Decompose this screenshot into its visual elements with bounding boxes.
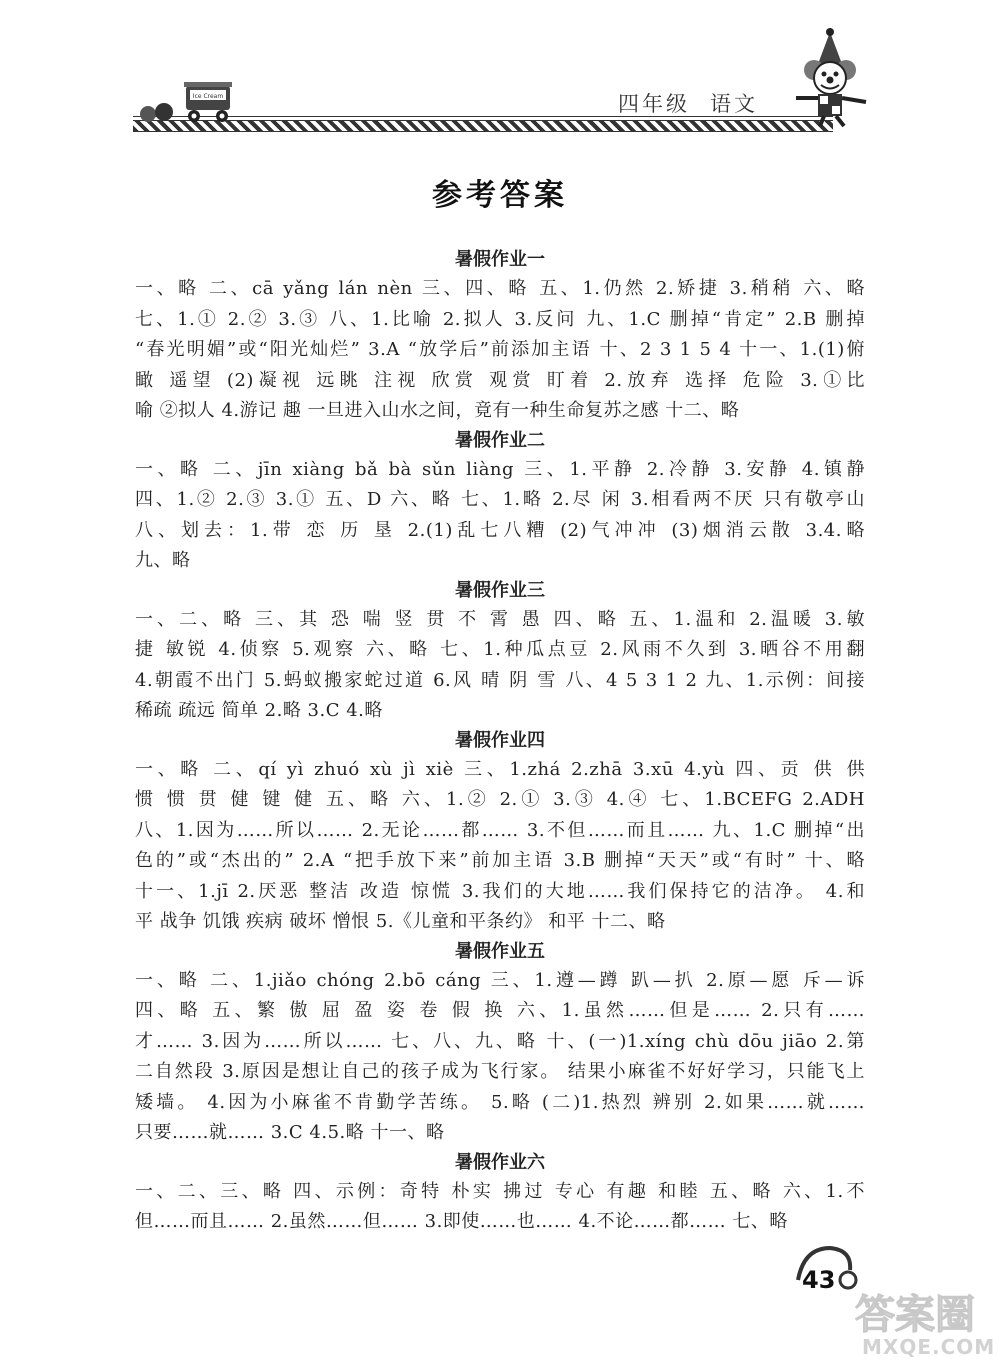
clown-icon: [790, 28, 870, 128]
answer-line: “春光明媚”或“阳光灿烂” 3.A “放学后”前添加主语 十、2 3 1 5 4 十一、1.(1)俯: [135, 339, 865, 360]
section-title: 暑假作业五: [455, 940, 545, 962]
answer-line: 四、1.② 2.③ 3.① 五、D 六、略 七、1.略 2.尽 闲 3.相看两不厌 只有敬亭山: [135, 489, 865, 510]
answer-line: 二自然段 3.原因是想让自己的孩子成为飞行家。 结果小麻雀不好好学习，只能飞上: [135, 1061, 865, 1082]
header-decorative-rule: [133, 120, 833, 132]
section-title: 暑假作业六: [455, 1151, 545, 1173]
answer-line: 稀疏 疏远 简单 2.略 3.C 4.略: [135, 700, 383, 721]
answer-line: 一、略 二、jīn xiàng bǎ bà sǔn liàng 三、1.平静 2.冷静 3.安静 4.镇静: [135, 458, 865, 480]
answer-line: 但……而且…… 2.虽然……但…… 3.即使……也…… 4.不论……都…… 七、略: [135, 1211, 788, 1232]
section-title: 暑假作业三: [455, 579, 545, 601]
ice-cream-cart-icon: [138, 74, 238, 124]
page-number: 43: [802, 1266, 836, 1294]
answer-line: 七、1.① 2.② 3.③ 八、1.比喻 2.拟人 3.反问 九、1.C 删掉“肯定” 2.B 删掉: [135, 308, 865, 330]
section-title: 暑假作业二: [455, 429, 545, 451]
watermark-logo: [855, 1290, 995, 1338]
answer-line: 惯 惯 贯 健 键 健 五、略 六、1.② 2.① 3.③ 4.④ 七、1.BCEFG 2.ADH: [135, 789, 865, 810]
page-number-badge: [790, 1240, 860, 1300]
page-header: [0, 0, 1000, 150]
watermark-cn: 答案圈: [855, 1292, 975, 1338]
answer-line: 色的”或“杰出的” 2.A “把手放下来”前加主语 3.B 删掉“天天”或“有时” 十、略: [135, 850, 865, 871]
answer-line: 捷 敏锐 4.侦察 5.观察 六、略 七、1.种瓜点豆 2.风雨不久到 3.晒谷不用翻: [135, 639, 865, 660]
answer-line: 八、划去：1.带 恋 历 垦 2.(1)乱七八糟 (2)气冲冲 (3)烟消云散 3.4.略: [135, 519, 865, 541]
cart-sign-text: Ice Cream: [192, 93, 224, 100]
answer-line: 一、二、略 三、其 恐 喘 竖 贯 不 霄 愚 四、略 五、1.温和 2.温暖 3.敏: [135, 608, 865, 630]
header-grade: 四年级: [618, 92, 690, 116]
section-title: 暑假作业四: [455, 729, 545, 751]
page-title: 参考答案: [432, 178, 568, 213]
answer-line: 九、略: [135, 550, 191, 571]
answer-line: 平 战争 饥饿 疾病 破坏 憎恨 5.《儿童和平条约》 和平 十二、略: [135, 911, 666, 932]
answer-line: 八、1.因为……所以…… 2.无论……都…… 3.不但……而且…… 九、1.C 删掉“出: [135, 819, 865, 841]
header-subject: 语文: [710, 92, 758, 116]
header-grade-subject: [618, 88, 778, 118]
answer-line: 一、二、三、略 四、示例：奇特 朴实 拂过 专心 有趣 和睦 五、略 六、1.不: [135, 1180, 865, 1202]
answer-line: 4.朝霞不出门 5.蚂蚁搬家蛇过道 6.风 晴 阴 雪 八、4 5 3 1 2 九、1.示例：间接: [135, 669, 865, 691]
answer-line: 瞰 遥望 (2)凝视 远眺 注视 欣赏 观赏 盯着 2.放弃 选择 危险 3.①比: [135, 369, 865, 391]
answer-line: 一、略 二、cā yǎng lán nèn 三、四、略 五、1.仍然 2.矫捷 3.稍稍 六、略: [135, 278, 865, 299]
answer-line: 喻 ②拟人 4.游记 趣 一旦进入山水之间，竟有一种生命复苏之感 十二、略: [135, 400, 740, 421]
answer-line: 十一、1.jī 2.厌恶 整洁 改造 惊慌 3.我们的大地……我们保持它的洁净。 4.和: [135, 880, 865, 902]
answer-line: 一、略 二、1.jiǎo chóng 2.bō cáng 三、1.遵—蹲 趴—扒 2.原—愿 斥—诉: [135, 969, 865, 991]
answer-content: [135, 246, 865, 1238]
answer-line: 矮墙。 4.因为小麻雀不肯勤学苦练。 5.略 (二)1.热烈 辨别 2.如果……就……: [135, 1091, 865, 1113]
answer-line: 才…… 3.因为……所以…… 七、八、九、略 十、(一)1.xíng chù dōu jiāo 2.第: [135, 1030, 865, 1052]
watermark-url: MXQE.COM: [862, 1335, 996, 1359]
answer-line: 只要……就…… 3.C 4.5.略 十一、略: [135, 1122, 445, 1143]
section-title: 暑假作业一: [455, 249, 545, 270]
answer-line: 四、略 五、繁 傲 屈 盈 姿 卷 假 换 六、1.虽然……但是…… 2.只有……: [135, 1000, 865, 1021]
answer-line: 一、略 二、qí yì zhuó xù jì xiè 三、1.zhá 2.zhā 3.xū 4.yù 四、贡 供 供: [135, 758, 865, 780]
